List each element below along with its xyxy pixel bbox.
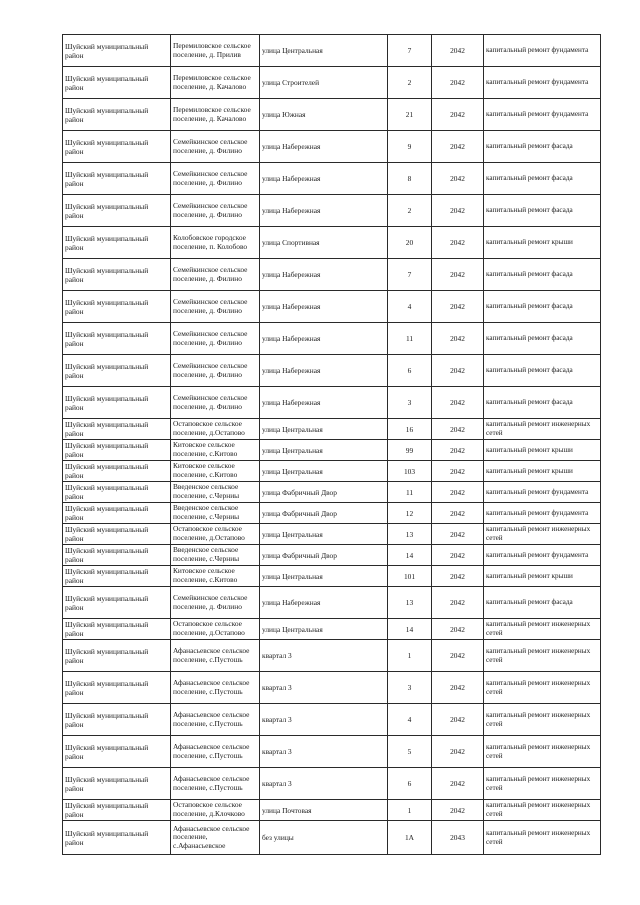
year-cell: 2042 — [432, 736, 484, 768]
district-cell: Шуйский муниципальный район — [63, 821, 171, 855]
table-row — [63, 800, 601, 821]
work-type-cell: капитальный ремонт фундамента — [484, 99, 601, 131]
work-type-cell: капитальный ремонт инженерных сетей — [484, 619, 601, 640]
street-cell: улица Центральная — [260, 524, 388, 545]
table-row — [63, 768, 601, 800]
district-cell: Шуйский муниципальный район — [63, 440, 171, 461]
settlement-cell: Семейкинское сельское поселение, д. Филино — [171, 387, 260, 419]
house-number-cell: 101 — [388, 566, 432, 587]
work-type-cell: капитальный ремонт фасада — [484, 131, 601, 163]
settlement-cell: Введенское сельское поселение, с.Черниы — [171, 545, 260, 566]
settlement-cell: Перемиловское сельское поселение, д. Прилив — [171, 35, 260, 67]
work-type-cell: капитальный ремонт инженерных сетей — [484, 768, 601, 800]
table-row — [63, 419, 601, 440]
settlement-cell: Афанасьевское сельское поселение, с.Афанасьевское — [171, 821, 260, 855]
house-number-cell: 2 — [388, 195, 432, 227]
work-type-cell: капитальный ремонт фасада — [484, 291, 601, 323]
year-cell: 2042 — [432, 291, 484, 323]
work-type-cell: капитальный ремонт фасада — [484, 259, 601, 291]
settlement-cell: Семейкинское сельское поселение, д. Филино — [171, 291, 260, 323]
year-cell: 2042 — [432, 259, 484, 291]
table-row — [63, 195, 601, 227]
table-row — [63, 587, 601, 619]
work-type-cell: капитальный ремонт фасада — [484, 355, 601, 387]
settlement-cell: Семейкинское сельское поселение, д. Филино — [171, 259, 260, 291]
work-type-cell: капитальный ремонт фундамента — [484, 67, 601, 99]
year-cell: 2042 — [432, 387, 484, 419]
year-cell: 2042 — [432, 640, 484, 672]
settlement-cell: Афанасьевское сельское поселение, с.Пустошь — [171, 768, 260, 800]
year-cell: 2043 — [432, 821, 484, 855]
year-cell: 2042 — [432, 227, 484, 259]
street-cell: улица Набережная — [260, 195, 388, 227]
house-number-cell: 1А — [388, 821, 432, 855]
year-cell: 2042 — [432, 587, 484, 619]
work-type-cell: капитальный ремонт фасада — [484, 195, 601, 227]
work-type-cell: капитальный ремонт инженерных сетей — [484, 672, 601, 704]
district-cell: Шуйский муниципальный район — [63, 672, 171, 704]
table-row — [63, 503, 601, 524]
table-row — [63, 524, 601, 545]
work-type-cell: капитальный ремонт крыши — [484, 461, 601, 482]
street-cell: квартал 3 — [260, 736, 388, 768]
district-cell: Шуйский муниципальный район — [63, 195, 171, 227]
street-cell: квартал 3 — [260, 672, 388, 704]
work-type-cell: капитальный ремонт фундамента — [484, 503, 601, 524]
house-number-cell: 13 — [388, 587, 432, 619]
work-type-cell: капитальный ремонт фундамента — [484, 482, 601, 503]
district-cell: Шуйский муниципальный район — [63, 323, 171, 355]
table-row — [63, 672, 601, 704]
district-cell: Шуйский муниципальный район — [63, 419, 171, 440]
street-cell: улица Набережная — [260, 291, 388, 323]
year-cell: 2042 — [432, 672, 484, 704]
settlement-cell: Перемиловское сельское поселение, д. Качалово — [171, 99, 260, 131]
street-cell: улица Спортивная — [260, 227, 388, 259]
settlement-cell: Остаповское сельское поселение, д.Остапово — [171, 419, 260, 440]
district-cell: Шуйский муниципальный район — [63, 524, 171, 545]
house-number-cell: 7 — [388, 35, 432, 67]
settlement-cell: Колобовское городское поселение, п. Колобово — [171, 227, 260, 259]
settlement-cell: Китовское сельское поселение, с.Китово — [171, 461, 260, 482]
street-cell: улица Набережная — [260, 387, 388, 419]
table-row — [63, 387, 601, 419]
street-cell: улица Центральная — [260, 419, 388, 440]
house-number-cell: 3 — [388, 672, 432, 704]
house-number-cell: 9 — [388, 131, 432, 163]
table-row — [63, 566, 601, 587]
street-cell: квартал 3 — [260, 768, 388, 800]
year-cell: 2042 — [432, 524, 484, 545]
year-cell: 2042 — [432, 99, 484, 131]
settlement-cell: Афанасьевское сельское поселение, с.Пустошь — [171, 672, 260, 704]
district-cell: Шуйский муниципальный район — [63, 587, 171, 619]
house-number-cell: 3 — [388, 387, 432, 419]
work-type-cell: капитальный ремонт инженерных сетей — [484, 704, 601, 736]
street-cell: улица Центральная — [260, 35, 388, 67]
settlement-cell: Семейкинское сельское поселение, д. Филино — [171, 355, 260, 387]
table-row — [63, 259, 601, 291]
table-row — [63, 482, 601, 503]
district-cell: Шуйский муниципальный район — [63, 227, 171, 259]
district-cell: Шуйский муниципальный район — [63, 704, 171, 736]
settlement-cell: Остаповское сельское поселение, д.Остапово — [171, 524, 260, 545]
district-cell: Шуйский муниципальный район — [63, 67, 171, 99]
year-cell: 2042 — [432, 195, 484, 227]
district-cell: Шуйский муниципальный район — [63, 545, 171, 566]
table-row — [63, 704, 601, 736]
house-number-cell: 99 — [388, 440, 432, 461]
year-cell: 2042 — [432, 461, 484, 482]
table-row — [63, 736, 601, 768]
year-cell: 2042 — [432, 419, 484, 440]
year-cell: 2042 — [432, 440, 484, 461]
table-row — [63, 640, 601, 672]
table-row — [63, 163, 601, 195]
table-row — [63, 131, 601, 163]
year-cell: 2042 — [432, 545, 484, 566]
table-row — [63, 461, 601, 482]
table-row — [63, 355, 601, 387]
house-number-cell: 7 — [388, 259, 432, 291]
work-type-cell: капитальный ремонт инженерных сетей — [484, 524, 601, 545]
table-row — [63, 99, 601, 131]
year-cell: 2042 — [432, 619, 484, 640]
district-cell: Шуйский муниципальный район — [63, 259, 171, 291]
work-type-cell: капитальный ремонт фундамента — [484, 545, 601, 566]
house-number-cell: 11 — [388, 323, 432, 355]
house-number-cell: 13 — [388, 524, 432, 545]
house-number-cell: 5 — [388, 736, 432, 768]
table-row — [63, 227, 601, 259]
work-type-cell: капитальный ремонт инженерных сетей — [484, 821, 601, 855]
district-cell: Шуйский муниципальный район — [63, 640, 171, 672]
work-type-cell: капитальный ремонт инженерных сетей — [484, 640, 601, 672]
year-cell: 2042 — [432, 503, 484, 524]
work-type-cell: капитальный ремонт фасада — [484, 163, 601, 195]
work-type-cell: капитальный ремонт инженерных сетей — [484, 419, 601, 440]
table-row — [63, 440, 601, 461]
table-row — [63, 821, 601, 855]
street-cell: квартал 3 — [260, 640, 388, 672]
house-number-cell: 6 — [388, 768, 432, 800]
settlement-cell: Афанасьевское сельское поселение, с.Пустошь — [171, 704, 260, 736]
house-number-cell: 14 — [388, 619, 432, 640]
street-cell: квартал 3 — [260, 704, 388, 736]
settlement-cell: Введенское сельское поселение, с.Черниы — [171, 482, 260, 503]
street-cell: улица Фабричный Двор — [260, 482, 388, 503]
district-cell: Шуйский муниципальный район — [63, 566, 171, 587]
district-cell: Шуйский муниципальный район — [63, 163, 171, 195]
work-type-cell: капитальный ремонт крыши — [484, 566, 601, 587]
settlement-cell: Семейкинское сельское поселение, д. Филино — [171, 131, 260, 163]
house-number-cell: 1 — [388, 800, 432, 821]
street-cell: улица Центральная — [260, 461, 388, 482]
year-cell: 2042 — [432, 323, 484, 355]
settlement-cell: Семейкинское сельское поселение, д. Филино — [171, 323, 260, 355]
table-row — [63, 67, 601, 99]
settlement-cell: Семейкинское сельское поселение, д. Филино — [171, 587, 260, 619]
house-number-cell: 21 — [388, 99, 432, 131]
district-cell: Шуйский муниципальный район — [63, 291, 171, 323]
year-cell: 2042 — [432, 800, 484, 821]
settlement-cell: Остаповское сельское поселение, д.Клочково — [171, 800, 260, 821]
work-type-cell: капитальный ремонт крыши — [484, 440, 601, 461]
settlement-cell: Китовское сельское поселение, с.Китово — [171, 566, 260, 587]
street-cell: улица Набережная — [260, 163, 388, 195]
street-cell: улица Набережная — [260, 587, 388, 619]
year-cell: 2042 — [432, 67, 484, 99]
district-cell: Шуйский муниципальный район — [63, 355, 171, 387]
work-type-cell: капитальный ремонт фасада — [484, 587, 601, 619]
settlement-cell: Семейкинское сельское поселение, д. Филино — [171, 163, 260, 195]
street-cell: улица Южная — [260, 99, 388, 131]
house-number-cell: 8 — [388, 163, 432, 195]
district-cell: Шуйский муниципальный район — [63, 768, 171, 800]
district-cell: Шуйский муниципальный район — [63, 461, 171, 482]
table-row — [63, 323, 601, 355]
house-number-cell: 1 — [388, 640, 432, 672]
street-cell: улица Набережная — [260, 355, 388, 387]
year-cell: 2042 — [432, 704, 484, 736]
year-cell: 2042 — [432, 131, 484, 163]
street-cell: улица Строителей — [260, 67, 388, 99]
street-cell: улица Набережная — [260, 323, 388, 355]
district-cell: Шуйский муниципальный район — [63, 35, 171, 67]
house-number-cell: 12 — [388, 503, 432, 524]
street-cell: улица Набережная — [260, 131, 388, 163]
year-cell: 2042 — [432, 163, 484, 195]
street-cell: улица Центральная — [260, 440, 388, 461]
street-cell: без улицы — [260, 821, 388, 855]
year-cell: 2042 — [432, 355, 484, 387]
settlement-cell: Китовское сельское поселение, с.Китово — [171, 440, 260, 461]
house-number-cell: 6 — [388, 355, 432, 387]
settlement-cell: Афанасьевское сельское поселение, с.Пустошь — [171, 736, 260, 768]
year-cell: 2042 — [432, 35, 484, 67]
district-cell: Шуйский муниципальный район — [63, 387, 171, 419]
work-type-cell: капитальный ремонт фундамента — [484, 35, 601, 67]
district-cell: Шуйский муниципальный район — [63, 482, 171, 503]
table-row — [63, 545, 601, 566]
table-row — [63, 35, 601, 67]
house-number-cell: 11 — [388, 482, 432, 503]
house-number-cell: 16 — [388, 419, 432, 440]
year-cell: 2042 — [432, 768, 484, 800]
table-row — [63, 291, 601, 323]
house-number-cell: 4 — [388, 704, 432, 736]
house-number-cell: 103 — [388, 461, 432, 482]
district-cell: Шуйский муниципальный район — [63, 503, 171, 524]
settlement-cell: Афанасьевское сельское поселение, с.Пустошь — [171, 640, 260, 672]
street-cell: улица Фабричный Двор — [260, 545, 388, 566]
district-cell: Шуйский муниципальный район — [63, 619, 171, 640]
work-type-cell: капитальный ремонт крыши — [484, 227, 601, 259]
district-cell: Шуйский муниципальный район — [63, 131, 171, 163]
work-type-cell: капитальный ремонт инженерных сетей — [484, 736, 601, 768]
settlement-cell: Введенское сельское поселение, с.Черниы — [171, 503, 260, 524]
table-row — [63, 619, 601, 640]
settlement-cell: Семейкинское сельское поселение, д. Филино — [171, 195, 260, 227]
repair-schedule-table — [62, 34, 601, 855]
district-cell: Шуйский муниципальный район — [63, 99, 171, 131]
street-cell: улица Почтовая — [260, 800, 388, 821]
settlement-cell: Перемиловское сельское поселение, д. Качалово — [171, 67, 260, 99]
settlement-cell: Остаповское сельское поселение, д.Остапово — [171, 619, 260, 640]
work-type-cell: капитальный ремонт фасада — [484, 387, 601, 419]
street-cell: улица Центральная — [260, 566, 388, 587]
year-cell: 2042 — [432, 566, 484, 587]
work-type-cell: капитальный ремонт фасада — [484, 323, 601, 355]
district-cell: Шуйский муниципальный район — [63, 736, 171, 768]
street-cell: улица Фабричный Двор — [260, 503, 388, 524]
table-body — [63, 35, 601, 855]
year-cell: 2042 — [432, 482, 484, 503]
house-number-cell: 4 — [388, 291, 432, 323]
district-cell: Шуйский муниципальный район — [63, 800, 171, 821]
street-cell: улица Центральная — [260, 619, 388, 640]
house-number-cell: 14 — [388, 545, 432, 566]
house-number-cell: 20 — [388, 227, 432, 259]
house-number-cell: 2 — [388, 67, 432, 99]
street-cell: улица Набережная — [260, 259, 388, 291]
document-page — [62, 34, 600, 855]
work-type-cell: капитальный ремонт инженерных сетей — [484, 800, 601, 821]
